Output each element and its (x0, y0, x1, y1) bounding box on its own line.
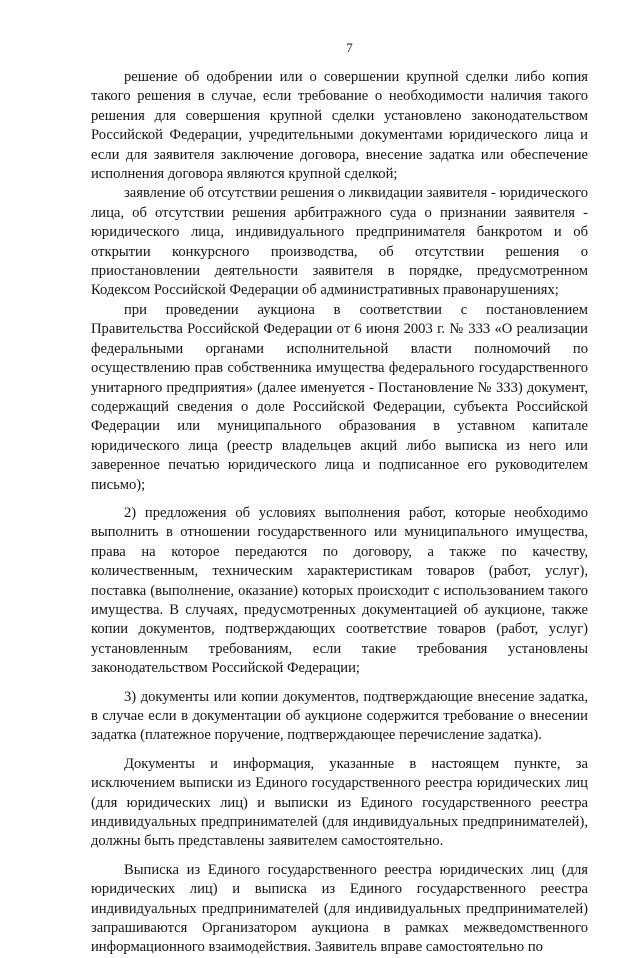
paragraph-approval-decision: решение об одобрении или о совершении крупной сделки либо копия такого решения в случае, если требование о необходимости наличия такого решения для совершения крупной сделки установлено законодательством Российской Федерации, учредительными документами юридического лица и если для заявителя заключение договора, внесение задатка или обеспечение исполнения договора являются крупной сделкой; (91, 69, 588, 183)
paragraph-resolution-333: при проведении аукциона в соответствии с постановлением Правительства Российской Федерации от 6 июня 2003 г. № 333 «О реализации федеральными органами исполнительной власти полномочий по осуществлению прав собственника имущества федерального государственного унитарного предприятия» (далее именуется - Постановление № 333) документ, содержащий сведения о доле Российской Федерации, субъекта Российской Федерации или муниципального образования в уставном капитале юридического лица (реестр владельцев акций либо выписка из него или заверенное печатью юридического лица и подписанное его руководителем письмо); (91, 301, 588, 493)
paragraph-deposit-documents: 3) документы или копии документов, подтверждающие внесение задатка, в случае если в документации об аукционе содержится требование о внесении задатка (платежное поручение, подтверждающее перечисление задатка). (91, 688, 588, 744)
paragraph-documents-submitted: Документы и информация, указанные в настоящем пункте, за исключением выписки из Единого государственного реестра юридических лиц (для юридических лиц) и выписки из Единого государственного реестра индивидуальных предпринимателей (для индивидуальных предпринимателей), должны быть представлены заявителем самостоятельно. (91, 755, 588, 850)
paragraph-no-liquidation-statement: заявление об отсутствии решения о ликвидации заявителя - юридического лица, об отсутствии решения арбитражного суда о признании заявителя - юридического лица, индивидуального предпринимателя банкротом и об открытии конкурсного производства, об отсутствии решения о приостановлении деятельности заявителя в порядке, предусмотренном Кодексом Российской Федерации об административных правонарушениях; (91, 185, 588, 299)
paragraph-work-proposals: 2) предложения об условиях выполнения работ, которые необходимо выполнить в отношении государственного или муниципального имущества, права на которое передаются по договору, а также по качеству, количественным, техническим характеристикам товаров (работ, услуг), поставка (выполнение, оказание) которых происходит с использованием такого имущества. В случаях, предусмотренных документацией об аукционе, также копии документов, подтверждающих соответствие товаров (работ, услуг) установленным требованиям, если такие требования установлены законодательством Российской Федерации; (91, 504, 588, 677)
page-number: 7 (346, 40, 353, 55)
paragraph-registry-extracts: Выписка из Единого государственного реестра юридических лиц (для юридических лиц) и выписка из Единого государственного реестра индивидуальных предпринимателей (для индивидуальных предпринимателей) запрашиваются Организатором аукциона в рамках межведомственного информационного взаимодействия. Заявитель вправе самостоятельно по (91, 861, 588, 956)
